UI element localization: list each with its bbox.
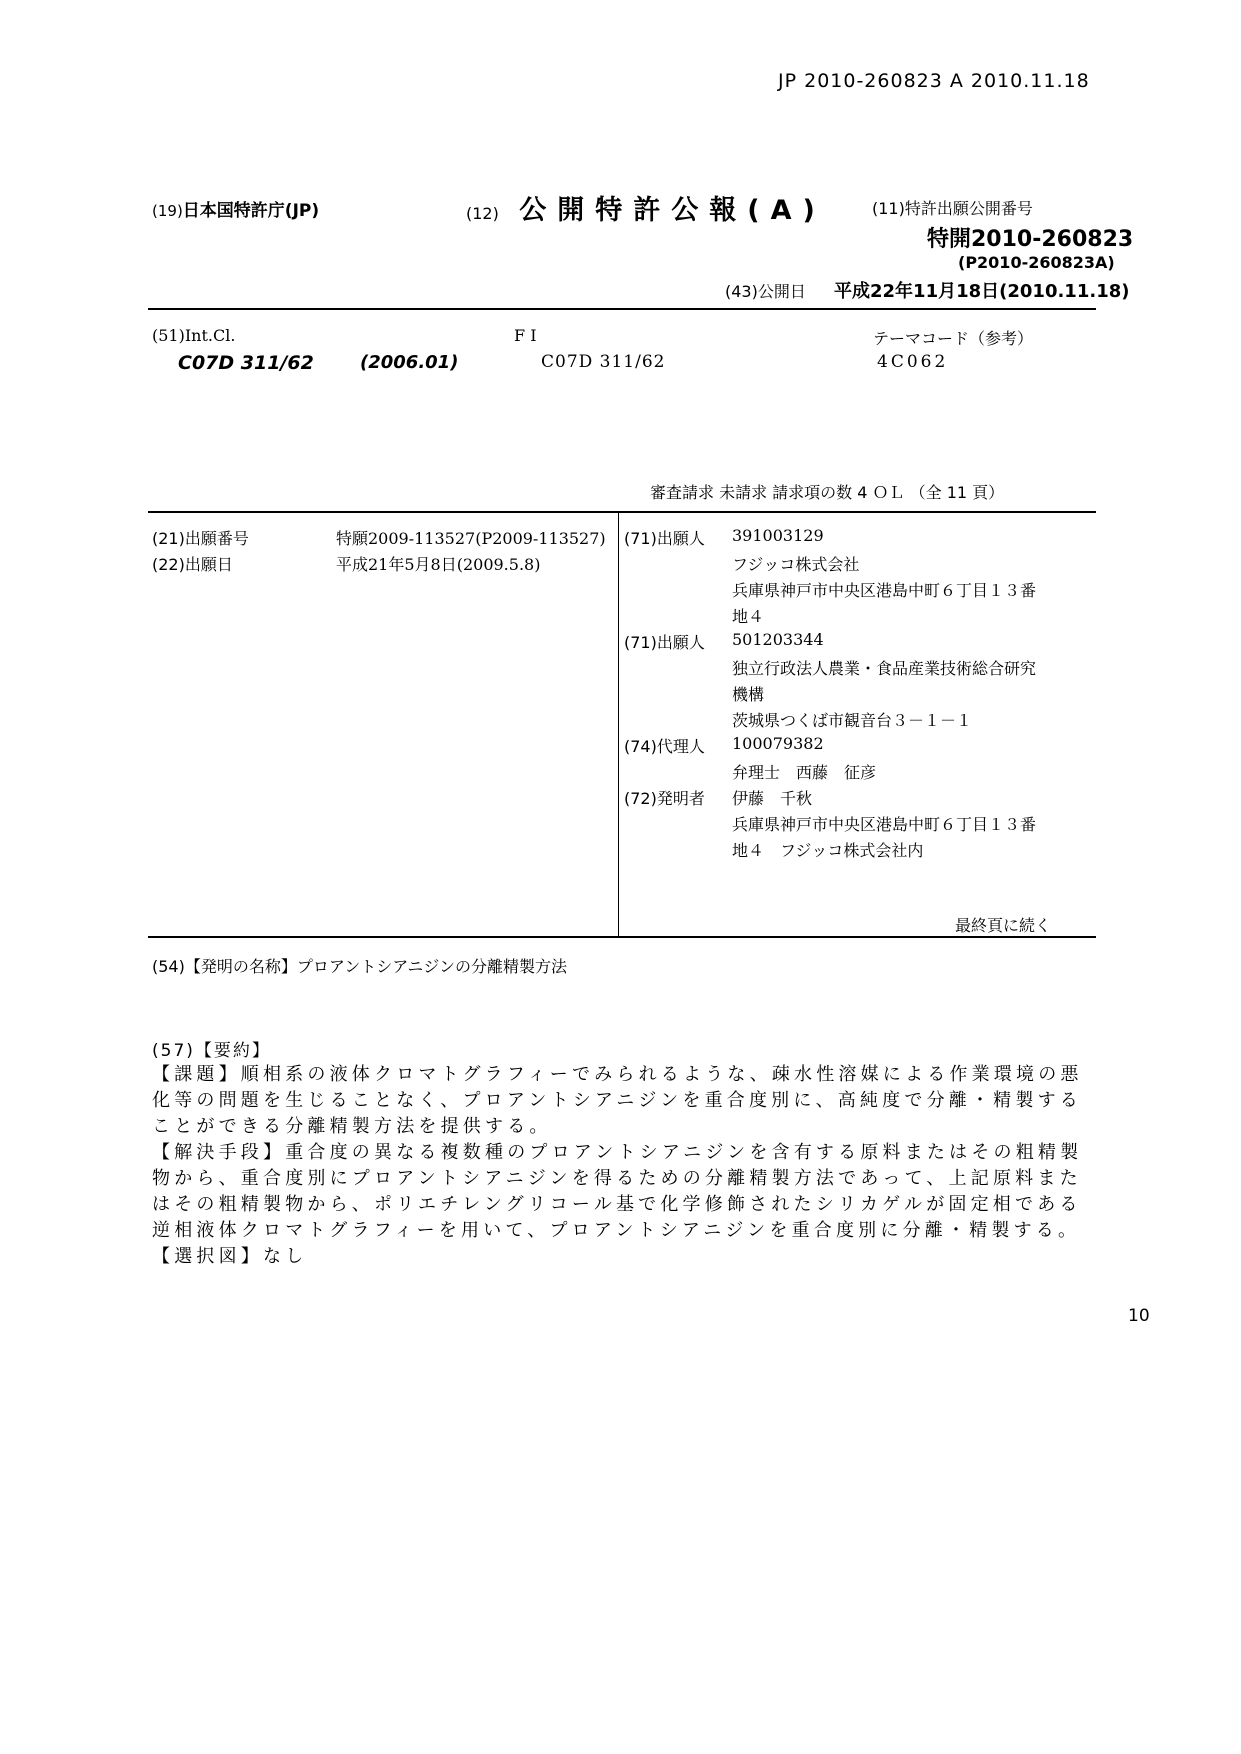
continued-note: 最終頁に続く <box>955 916 1052 935</box>
abstract-heading: (57)【要約】 <box>152 1041 271 1061</box>
examination-status: 審査請求 未請求 請求項の数 4 ＯＬ （全 11 頁） <box>650 483 1005 502</box>
party-line: 100079382 <box>732 734 824 753</box>
application-number: 特願2009-113527(P2009-113527) <box>336 529 606 548</box>
theme-code: 4C062 <box>877 352 949 372</box>
office-name: 日本国特許庁(JP) <box>182 201 320 221</box>
issuing-office <box>152 196 319 221</box>
intcl-code: C07D 311/62 <box>178 352 314 374</box>
publication-number-label: (11)特許出願公開番号 <box>872 199 1033 218</box>
party-label: (72)発明者 <box>624 789 705 808</box>
invention-title: (54)【発明の名称】プロアントシアニジンの分離精製方法 <box>152 957 568 976</box>
abstract-figure: 【選択図】なし <box>152 1246 308 1267</box>
party-line: 伊藤 千秋 <box>732 789 813 808</box>
publication-date-label: (43)公開日 <box>725 282 806 301</box>
filing-date: 平成21年5月8日(2009.5.8) <box>336 555 541 574</box>
intcl-label: (51)Int.Cl. <box>152 326 236 345</box>
fi-label: F I <box>514 326 537 345</box>
document-reference: JP 2010-260823 A 2010.11.18 <box>778 70 1090 92</box>
abstract-body <box>152 1062 1092 1270</box>
filing-date-label: (22)出願日 <box>152 555 233 574</box>
party-line: 地４ フジッコ株式会社内 <box>732 841 924 860</box>
party-line: 501203344 <box>732 630 824 649</box>
party-line: 弁理士 西藤 征彦 <box>732 763 877 782</box>
divider <box>148 936 1096 938</box>
party-line: フジッコ株式会社 <box>732 555 860 574</box>
application-number-row <box>152 526 606 549</box>
party-line: 兵庫県神戸市中央区港島中町６丁目１３番 <box>732 815 1037 834</box>
column-divider <box>618 512 619 936</box>
line-number: 10 <box>1128 1306 1150 1326</box>
party-line: 兵庫県神戸市中央区港島中町６丁目１３番 <box>732 581 1037 600</box>
party-label: (71)出願人 <box>624 633 705 652</box>
abstract-problem: 【課題】順相系の液体クロマトグラフィーでみられるような、疎水性溶媒による作業環境の悪化等の問題を生じることなく、プロアントシアニジンを重合度別に、高純度で分離・精製することができる分離精製方法を提供する。 <box>152 1064 1083 1137</box>
theme-code-label: テーマコード（参考） <box>873 329 1034 348</box>
party-label: (71)出願人 <box>624 529 705 548</box>
gazette-name: 公開特許公報(A) <box>519 195 826 226</box>
publication-number: 特開2010-260823 <box>927 227 1134 252</box>
fi-code: C07D 311/62 <box>541 352 666 372</box>
party-line: 独立行政法人農業・食品産業技術総合研究 <box>732 659 1037 678</box>
publication-number-sub: (P2010-260823A) <box>958 253 1115 272</box>
party-label: (74)代理人 <box>624 737 705 756</box>
divider <box>148 308 1096 310</box>
party-line: 機構 <box>732 685 765 704</box>
application-number-label: (21)出願番号 <box>152 529 249 548</box>
party-line: 茨城県つくば市観音台３－１－１ <box>732 711 973 730</box>
intcl-version: (2006.01) <box>360 352 459 373</box>
party-line: 地４ <box>732 607 765 626</box>
filing-date-row <box>152 552 540 575</box>
office-number: (19) <box>152 202 183 220</box>
publication-date: 平成22年11月18日(2010.11.18) <box>834 281 1130 302</box>
gazette-number: (12) <box>466 204 499 223</box>
divider <box>148 511 1096 513</box>
abstract-solution: 【解決手段】重合度の異なる複数種のプロアントシアニジンを含有する原料またはその粗精製物から、重合度別にプロアントシアニジンを得るための分離精製方法であって、上記原料またはその粗精製物から、ポリエチレングリコール基で化学修飾されたシリカゲルが固定相である逆相液体クロマトグラフィーを用いて、プロアントシアニジンを重合度別に分離・精製する。 <box>152 1142 1083 1241</box>
party-line: 391003129 <box>732 526 824 545</box>
gazette-title <box>466 188 826 227</box>
